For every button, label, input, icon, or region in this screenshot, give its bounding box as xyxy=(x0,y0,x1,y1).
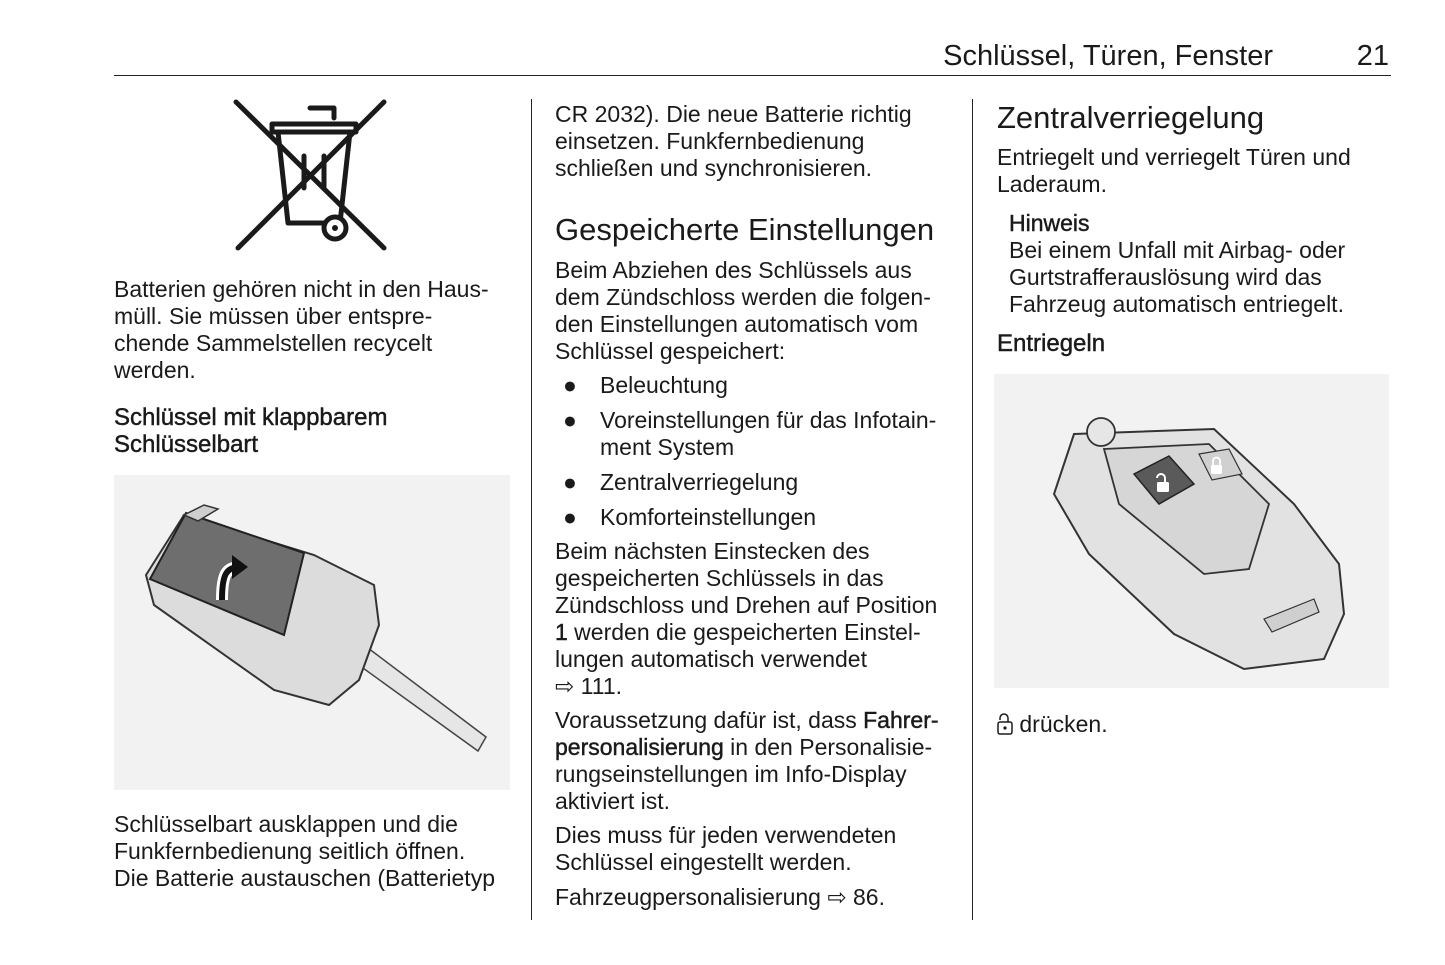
paragraph-line: Dies muss für jeden verwendeten xyxy=(555,822,897,848)
page-number: 21 xyxy=(1356,40,1389,72)
disposal-line: müll. Sie müssen über entspre- xyxy=(114,303,433,329)
intro-line: dem Zündschloss werden die folgen- xyxy=(555,284,931,310)
disposal-line: Batterien gehören nicht in den Haus- xyxy=(114,276,489,302)
paragraph-line: gespeicherten Schlüssels in das xyxy=(555,565,884,591)
paragraph-line: rungseinstellungen im Info-Display xyxy=(555,761,907,787)
instruction-line: Funkfernbedienung seitlich öffnen. xyxy=(114,838,466,864)
note-line: Gurtstrafferauslösung wird das xyxy=(1009,264,1322,290)
instruction-line: Die Batterie austauschen (Batterietyp xyxy=(114,865,495,891)
bullet-icon: ● xyxy=(563,407,577,433)
intro-line: Beim Abziehen des Schlüssels aus xyxy=(555,257,912,283)
bullet-text: Beleuchtung xyxy=(600,372,728,398)
press-instruction: drücken. xyxy=(997,711,1108,741)
bullet-text: Zentralverriegelung xyxy=(600,469,799,495)
bullet-text: Voreinstellungen für das Infotain- xyxy=(600,407,937,433)
column-divider-1 xyxy=(531,99,532,920)
remote-key-illustration xyxy=(994,374,1389,688)
paragraph-line: personalisierung in den Personalisie- xyxy=(555,734,933,760)
folding-key-illustration xyxy=(114,475,510,790)
paragraph-line: aktiviert ist. xyxy=(555,788,671,814)
column-divider-2 xyxy=(972,99,973,920)
continuation-line: CR 2032). Die neue Batterie richtig xyxy=(555,101,912,127)
section-heading: Schlüssel mit klappbarem xyxy=(114,404,388,431)
section-heading-central-locking: Zentralverriegelung xyxy=(997,100,1265,135)
subheading-unlock: Entriegeln xyxy=(997,330,1106,357)
continuation-line: einsetzen. Funkfernbedienung xyxy=(555,128,865,154)
continuation-line: schließen und synchronisieren. xyxy=(555,155,873,181)
bullet-text: Komforteinstellungen xyxy=(600,504,817,530)
disposal-line: werden. xyxy=(114,357,196,383)
instruction-line: Schlüsselbart ausklappen und die xyxy=(114,811,458,837)
bullet-icon: ● xyxy=(563,504,577,530)
paragraph-line: Beim nächsten Einstecken des xyxy=(555,538,870,564)
bullet-icon: ● xyxy=(563,469,577,495)
paragraph-line: lungen automatisch verwendet xyxy=(555,646,867,672)
paragraph-line: Schlüssel eingestellt werden. xyxy=(555,849,852,875)
header-divider xyxy=(114,75,1391,76)
section-heading: Schlüsselbart xyxy=(114,431,259,458)
intro-line: Laderaum. xyxy=(997,171,1107,197)
note-line: Bei einem Unfall mit Airbag- oder xyxy=(1009,237,1346,263)
paragraph-line xyxy=(555,673,622,700)
bullet-text: ment System xyxy=(600,434,735,460)
unlock-icon xyxy=(997,713,1013,741)
position-number: 1 xyxy=(555,619,568,645)
page-reference-icon[interactable]: ⇨ xyxy=(827,884,847,910)
page-reference-link[interactable]: 86. xyxy=(846,884,885,910)
page-reference-link[interactable]: 111. xyxy=(574,673,623,699)
note-line: Fahrzeug automatisch entriegelt. xyxy=(1009,291,1344,317)
running-header-title: Schlüssel, Türen, Fenster xyxy=(943,40,1273,72)
paragraph-line: 1 werden die gespeicherten Einstel- xyxy=(555,619,921,645)
note-title: Hinweis xyxy=(1009,210,1090,236)
intro-line: Entriegelt und verriegelt Türen und xyxy=(997,144,1351,170)
recycling-bin-crossed-icon xyxy=(232,98,392,253)
intro-line: den Einstellungen automatisch vom xyxy=(555,311,919,337)
page-reference-icon[interactable]: ⇨ xyxy=(555,673,575,699)
section-heading-saved-settings: Gespeicherte Einstellungen xyxy=(555,212,935,247)
paragraph-line: Zündschloss und Drehen auf Position xyxy=(555,592,938,618)
intro-line: Schlüssel gespeichert: xyxy=(555,338,786,364)
paragraph-line: Fahrzeugpersonalisierung ⇨ 86. xyxy=(555,884,885,910)
disposal-line: chende Sammelstellen recycelt xyxy=(114,330,433,356)
paragraph-line: Voraussetzung dafür ist, dass Fahrer- xyxy=(555,707,939,733)
bullet-icon: ● xyxy=(563,372,577,398)
